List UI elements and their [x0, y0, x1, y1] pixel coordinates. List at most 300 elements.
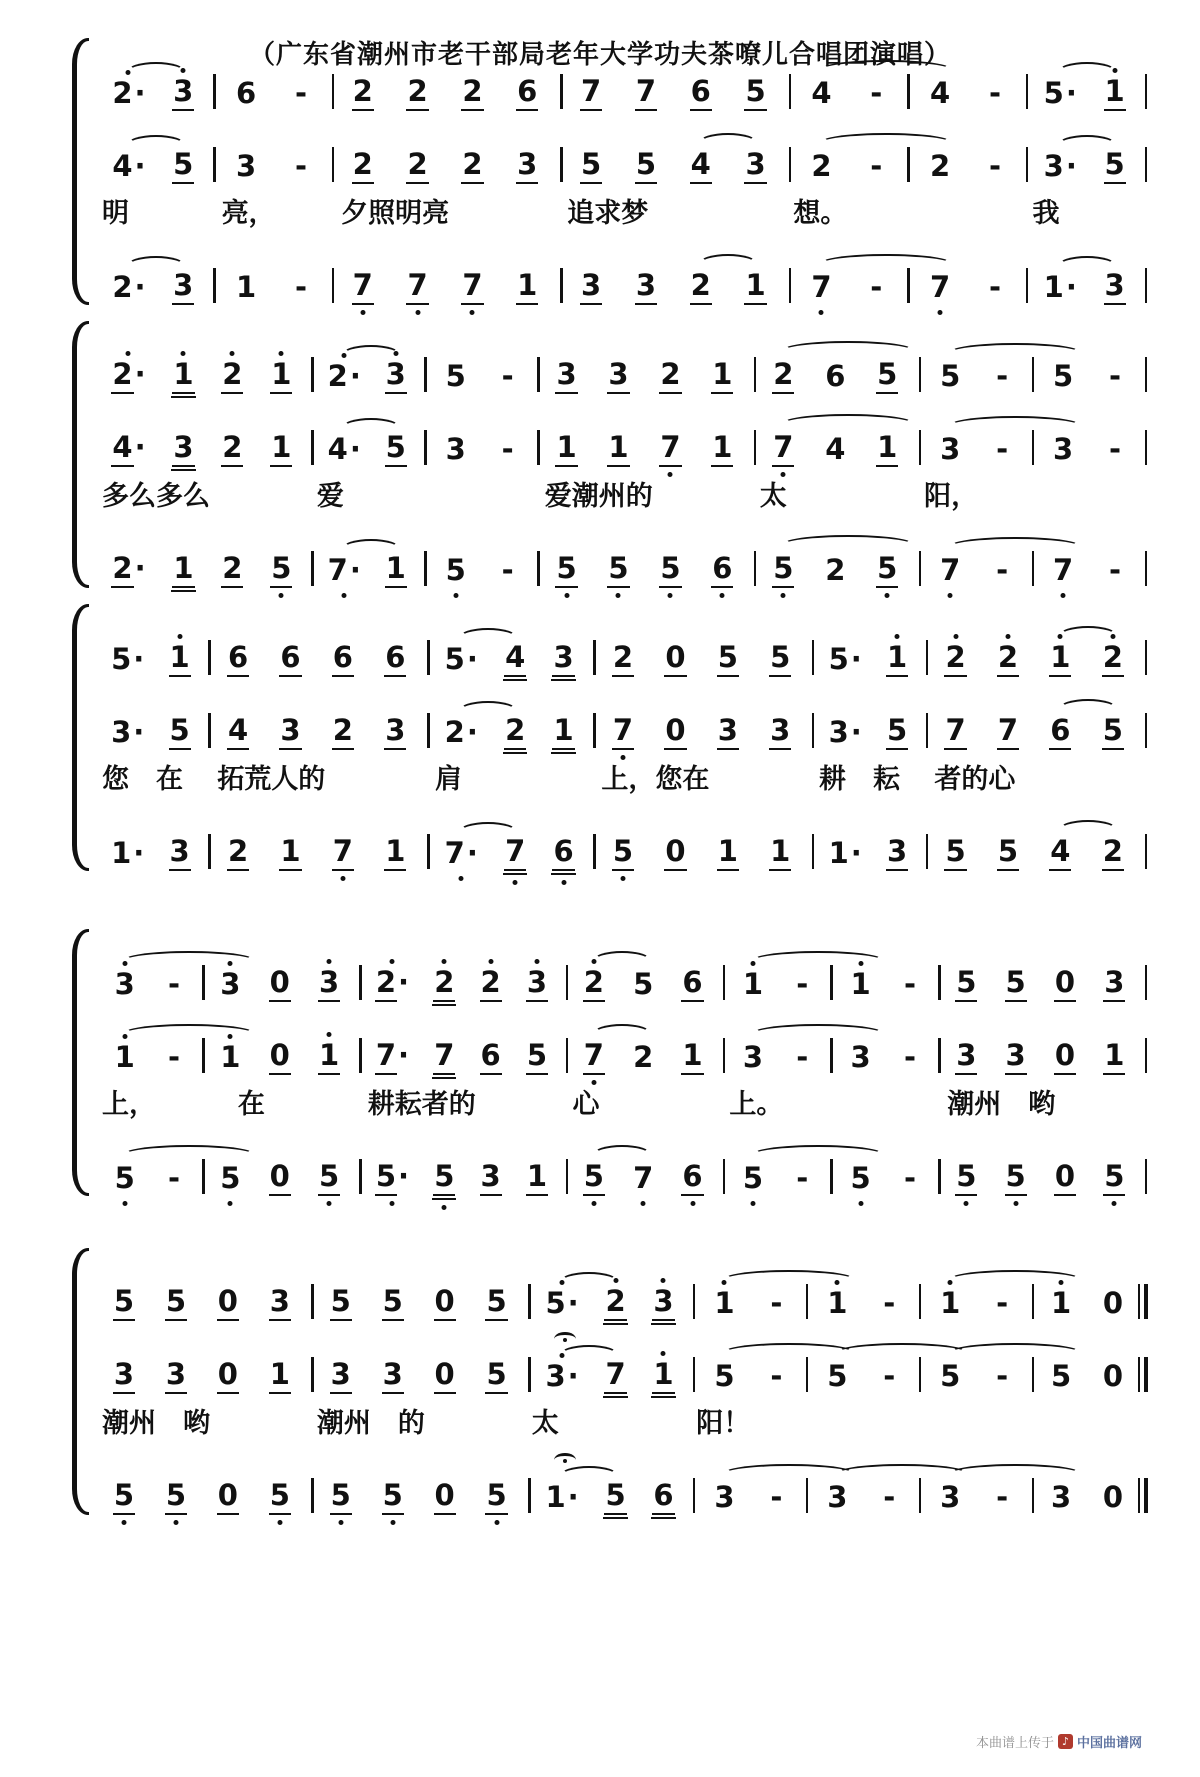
high-octave-dot	[1005, 634, 1010, 639]
note	[1041, 270, 1079, 305]
note	[602, 1284, 628, 1321]
note-number: 5	[744, 77, 766, 111]
note	[711, 1480, 737, 1515]
note	[108, 715, 146, 750]
measure	[431, 713, 597, 750]
high-octave-dot	[948, 1280, 953, 1285]
note	[1100, 640, 1126, 677]
note-number: 2	[633, 1040, 654, 1074]
note	[874, 357, 900, 394]
note	[581, 1038, 607, 1075]
barline	[693, 1478, 696, 1513]
barline	[560, 268, 563, 303]
augmentation-dot: ·	[567, 1286, 579, 1320]
note	[740, 1040, 766, 1075]
note	[217, 967, 243, 1002]
note	[325, 359, 363, 394]
barline	[926, 834, 929, 869]
measure	[315, 1284, 532, 1321]
barline	[566, 965, 569, 1000]
note-number: 7	[635, 77, 657, 111]
system-body	[98, 321, 1148, 588]
note	[459, 268, 485, 305]
note-number: -	[501, 553, 514, 587]
note-number: 4	[112, 149, 133, 183]
note-number: 7	[332, 837, 354, 871]
note	[550, 713, 576, 750]
low-octave-dot	[1013, 1201, 1018, 1206]
barline	[1026, 74, 1029, 109]
measure	[815, 713, 929, 750]
measure	[564, 147, 792, 184]
note-number: 5	[955, 1162, 977, 1196]
low-octave-dot	[858, 1201, 863, 1206]
note-number: -	[168, 967, 181, 1001]
low-octave-dot	[341, 593, 346, 598]
note	[217, 1040, 243, 1075]
note-number: 7	[352, 271, 374, 305]
note	[328, 1284, 354, 1321]
low-octave-dot	[561, 880, 566, 885]
lyric-measure: 拓荒人的	[217, 763, 326, 795]
dash-note	[901, 1040, 919, 1075]
note-number: 3	[172, 77, 194, 111]
high-octave-dot	[534, 959, 539, 964]
measure	[911, 149, 1030, 184]
high-octave-dot	[895, 634, 900, 639]
note	[709, 357, 735, 394]
note-number: -	[996, 1286, 1009, 1320]
note-number: 1	[236, 270, 257, 304]
augmentation-dot: ·	[466, 836, 478, 870]
note	[167, 640, 193, 677]
measure	[431, 834, 597, 871]
note-number: 3	[828, 715, 849, 749]
note	[767, 640, 793, 677]
barline	[311, 1284, 314, 1319]
low-octave-dot	[442, 1205, 447, 1210]
note	[1101, 965, 1127, 1002]
note-number: 6	[227, 643, 249, 677]
final-barline	[1144, 1357, 1149, 1392]
barline	[919, 1478, 922, 1513]
augmentation-dot: ·	[567, 1480, 579, 1514]
high-octave-dot	[177, 634, 182, 639]
measure	[217, 149, 336, 184]
measure	[212, 834, 431, 871]
rest-note	[215, 1357, 241, 1394]
measure	[98, 1357, 315, 1394]
note-number: 1	[1104, 77, 1126, 111]
note-number: 1	[114, 1040, 135, 1074]
rest-note	[432, 1284, 458, 1321]
barline	[926, 713, 929, 748]
note-number: 1	[172, 554, 194, 588]
note-number: -	[770, 1480, 783, 1514]
low-octave-dot	[720, 593, 725, 598]
note-number: 1	[876, 433, 898, 467]
score	[72, 38, 1148, 1531]
note	[225, 640, 251, 677]
note-number: 4	[227, 716, 249, 750]
note	[742, 268, 768, 305]
final-barline	[1144, 1284, 1149, 1319]
measure	[532, 1357, 697, 1394]
barline	[1032, 551, 1035, 586]
barline	[806, 1478, 809, 1513]
note-number: 7	[406, 271, 428, 305]
barline	[311, 551, 314, 586]
voice-2-row	[98, 704, 1148, 750]
note	[483, 1478, 509, 1515]
barline	[919, 1357, 922, 1392]
dash-note	[993, 1286, 1011, 1321]
note-number: 2	[504, 716, 526, 750]
measure	[532, 1284, 697, 1321]
note-number: 3	[220, 967, 241, 1001]
note	[630, 1040, 656, 1075]
measure	[206, 965, 363, 1002]
measure	[1035, 359, 1148, 394]
note-number: 3	[1043, 149, 1064, 183]
measure	[98, 551, 315, 588]
measure	[929, 640, 1148, 677]
note-number: 5	[330, 1481, 352, 1515]
augmentation-dot: ·	[133, 715, 145, 749]
barline	[593, 834, 596, 869]
dash-note	[767, 1359, 785, 1394]
note	[328, 1478, 354, 1515]
note	[1050, 553, 1076, 588]
note	[578, 147, 604, 184]
note-number: 2	[221, 433, 243, 467]
note	[167, 713, 193, 750]
note-number: 2	[444, 715, 465, 749]
barline	[311, 430, 314, 465]
augmentation-dot: ·	[134, 430, 146, 464]
note	[633, 147, 659, 184]
system-body	[98, 929, 1148, 1196]
note-number: -	[988, 149, 1001, 183]
rest-note	[662, 834, 688, 871]
low-octave-dot	[228, 1201, 233, 1206]
note	[111, 1478, 137, 1515]
measure	[726, 1040, 834, 1075]
note-number: 0	[664, 643, 686, 677]
note	[578, 268, 604, 305]
note-number: 0	[664, 837, 686, 871]
barline	[812, 834, 815, 869]
augmentation-dot: ·	[349, 553, 361, 587]
measure	[597, 834, 816, 871]
note-number: 1	[545, 1480, 566, 1514]
barline	[938, 965, 941, 1000]
barline	[806, 1284, 809, 1319]
note-number: 0	[1054, 968, 1076, 1002]
note	[267, 1284, 293, 1321]
barline	[202, 1159, 205, 1194]
note-number: -	[883, 1480, 896, 1514]
note-number: 6	[516, 77, 538, 111]
note-number: 5	[445, 553, 466, 587]
note-number: 1	[717, 837, 739, 871]
note-number: 3	[169, 837, 191, 871]
note-number: 5	[165, 1481, 187, 1515]
note-number: 1	[652, 1360, 674, 1394]
note-number: 5	[580, 150, 602, 184]
note	[927, 76, 953, 111]
measure	[922, 359, 1035, 394]
note-number: 0	[434, 1287, 456, 1321]
measure	[98, 1478, 315, 1515]
low-octave-dot	[938, 310, 943, 315]
note-number: 5	[1103, 1162, 1125, 1196]
note	[742, 147, 768, 184]
note-number: 5	[169, 716, 191, 750]
barline	[789, 147, 792, 182]
note-number: 3	[652, 1287, 674, 1321]
barline	[723, 1038, 726, 1073]
note	[715, 640, 741, 677]
augmentation-dot: ·	[133, 642, 145, 676]
note	[524, 1038, 550, 1075]
augmentation-dot: ·	[134, 149, 146, 183]
note	[937, 432, 963, 467]
note-number: 5	[827, 1359, 848, 1393]
note-number: 5	[940, 1359, 961, 1393]
high-octave-dot	[591, 959, 596, 964]
note-number: 4	[825, 432, 846, 466]
note	[740, 967, 766, 1002]
note-number: 0	[269, 1041, 291, 1075]
note-number: 1	[384, 837, 406, 871]
measure	[541, 551, 758, 588]
voice-1-row	[98, 65, 1148, 111]
note-number: -	[883, 1286, 896, 1320]
measure	[1029, 74, 1148, 111]
dash-note	[986, 270, 1004, 305]
note	[826, 642, 864, 677]
note	[679, 1038, 705, 1075]
note	[109, 76, 147, 111]
barline	[566, 1038, 569, 1073]
barline	[907, 268, 910, 303]
note	[442, 836, 480, 871]
note	[170, 357, 196, 394]
barline	[593, 713, 596, 748]
note	[542, 1286, 580, 1321]
lyrics-row	[98, 471, 1148, 515]
note-number: 4	[690, 150, 712, 184]
note-number: 5	[717, 643, 739, 677]
note	[431, 1038, 457, 1075]
high-octave-dot	[341, 353, 346, 358]
note	[373, 1038, 411, 1075]
low-octave-dot	[494, 1520, 499, 1525]
lyric-measure: 肩	[434, 763, 462, 795]
note	[170, 74, 196, 111]
note	[1102, 74, 1128, 111]
lyric-measure: 潮州 哟	[947, 1088, 1056, 1120]
measure	[98, 713, 212, 750]
note-number: -	[903, 1040, 916, 1074]
low-octave-dot	[340, 876, 345, 881]
note-number: 2	[227, 837, 249, 871]
note	[109, 357, 147, 394]
note-number: 4	[1049, 837, 1071, 871]
note	[316, 1159, 342, 1196]
dash-note	[165, 1040, 183, 1075]
barline	[723, 1159, 726, 1194]
note-number: 2	[352, 150, 374, 184]
note-number: 1	[711, 360, 733, 394]
measure	[98, 1284, 315, 1321]
high-octave-dot	[181, 68, 186, 73]
dash-note	[1106, 359, 1124, 394]
note-number: 3	[516, 150, 538, 184]
barline	[919, 357, 922, 392]
note-number: 0	[434, 1360, 456, 1394]
note-number: -	[988, 270, 1001, 304]
note-number: 5	[944, 837, 966, 871]
note-number: 1	[828, 836, 849, 870]
rest-note	[432, 1478, 458, 1515]
note-number: -	[870, 149, 883, 183]
note-number: 2	[930, 149, 951, 183]
barline	[1032, 357, 1035, 392]
lyric-measure: 我	[1032, 197, 1060, 229]
note-number: 3	[940, 432, 961, 466]
note-number: 1	[526, 1162, 548, 1196]
augmentation-dot: ·	[133, 836, 145, 870]
note	[709, 551, 735, 588]
measure	[922, 553, 1035, 588]
measure	[541, 357, 758, 394]
note	[770, 551, 796, 588]
note-number: 1	[269, 1360, 291, 1394]
note	[927, 149, 953, 184]
barline	[208, 834, 211, 869]
low-octave-dot	[750, 1201, 755, 1206]
note-number: 2	[997, 643, 1019, 677]
lyric-measure: 耕耘者的	[367, 1088, 476, 1120]
note-number: 4	[504, 643, 526, 677]
note-number: 5	[886, 716, 908, 750]
barline	[1026, 147, 1029, 182]
lyric-measure: 者的心	[934, 763, 1016, 795]
note	[170, 268, 196, 305]
low-octave-dot	[668, 593, 673, 598]
barline	[1145, 357, 1148, 392]
note-number: 1	[714, 1286, 735, 1320]
note	[478, 1038, 504, 1075]
note	[874, 430, 900, 467]
note	[995, 713, 1021, 750]
note-number: 0	[434, 1481, 456, 1515]
note	[542, 1480, 580, 1515]
note-number: 5	[270, 554, 292, 588]
note	[350, 74, 376, 111]
barline	[528, 1478, 531, 1513]
note	[109, 149, 147, 184]
barline	[332, 74, 335, 109]
measure	[942, 965, 1148, 1002]
high-octave-dot	[228, 961, 233, 966]
voice-3-row	[98, 542, 1148, 588]
note	[942, 640, 968, 677]
barline	[208, 713, 211, 748]
barline	[1145, 268, 1148, 303]
lyric-measure: 明	[102, 197, 129, 229]
measure	[98, 640, 212, 677]
note	[657, 430, 683, 467]
note-number: 3	[445, 432, 466, 466]
note-number: 3	[526, 968, 548, 1002]
note	[459, 74, 485, 111]
note-number: 7	[811, 270, 832, 304]
note-number: 5	[1104, 150, 1126, 184]
note	[937, 553, 963, 588]
note	[217, 1161, 243, 1196]
note-number: 0	[217, 1481, 239, 1515]
barline	[424, 357, 427, 392]
system-5	[72, 1248, 1148, 1515]
measure	[564, 74, 792, 111]
note	[316, 965, 342, 1002]
low-octave-dot	[279, 593, 284, 598]
measure	[428, 359, 541, 394]
lyric-measure: 亮，	[221, 197, 276, 229]
note	[108, 642, 146, 677]
high-octave-dot	[230, 351, 235, 356]
note	[884, 713, 910, 750]
high-octave-dot	[613, 1278, 618, 1283]
barline	[359, 1038, 362, 1073]
system-body	[98, 38, 1148, 305]
note-number: 6	[552, 837, 574, 871]
lyric-measure: 夕照明亮	[341, 197, 450, 229]
note-number: 7	[583, 1041, 605, 1075]
note	[233, 76, 259, 111]
dash-note	[880, 1480, 898, 1515]
note	[650, 1357, 676, 1394]
note-number: 5	[220, 1161, 241, 1195]
note	[770, 357, 796, 394]
note	[822, 359, 848, 394]
note	[442, 715, 480, 750]
augmentation-dot: ·	[466, 715, 478, 749]
note-number: 5	[1050, 1359, 1072, 1393]
low-octave-dot	[360, 310, 365, 315]
barline	[427, 713, 430, 748]
note-number: 7	[1053, 553, 1074, 587]
measure	[726, 1161, 834, 1196]
barline	[1145, 834, 1148, 869]
measure	[922, 1286, 1035, 1321]
note-number: 7	[944, 716, 966, 750]
lyric-measure: 阳！	[696, 1407, 751, 1439]
note-number: -	[501, 432, 514, 466]
final-barline-thin	[1138, 1478, 1141, 1513]
note	[937, 1480, 963, 1515]
note	[715, 713, 741, 750]
note-number: 0	[1054, 1041, 1076, 1075]
voice-3-row	[98, 825, 1148, 871]
measure	[532, 1478, 697, 1515]
note-number: 5	[485, 1360, 507, 1394]
barline	[919, 551, 922, 586]
barline	[359, 1159, 362, 1194]
